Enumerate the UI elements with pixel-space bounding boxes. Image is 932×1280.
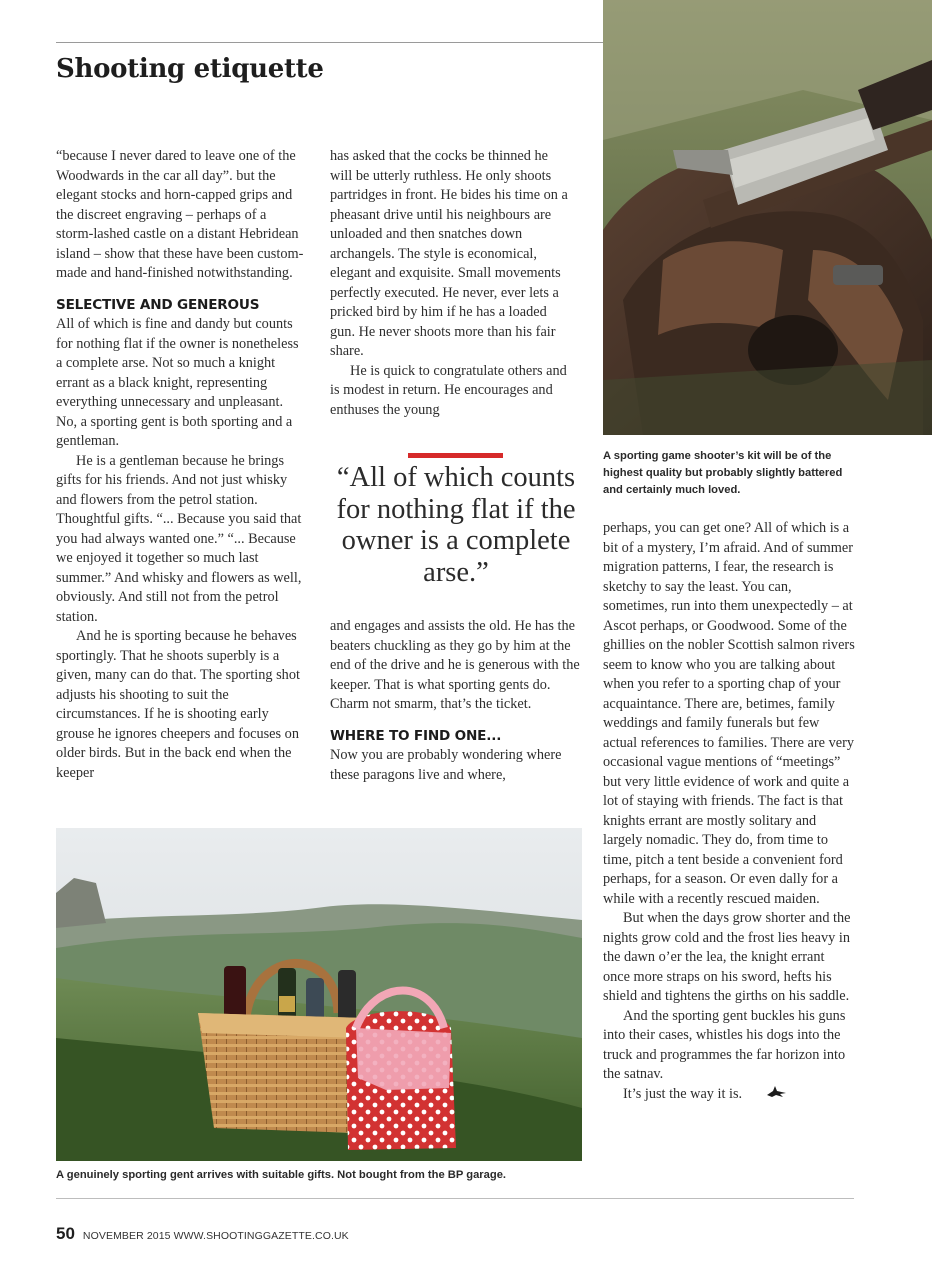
caption-kit: A sporting game shooter’s kit will be of the highest quality but probably slightly battered and certainly much loved. bbox=[603, 450, 843, 496]
caption-gifts: A genuinely sporting gent arrives with suitable gifts. Not bought from the BP garage. bbox=[56, 1169, 507, 1181]
page-footer bbox=[56, 1224, 349, 1244]
col2-paragraph-1: has asked that the cocks be thinned he will be utterly ruthless. He only shoots partridges in front. He bides his time on a pheasant drive until his neighbours are unloaded and then snatches down archangels. The style is economical, elegant and exquisite. Small movements perfectly executed. He never, ever lets a pricked bird by him if he has a loaded gun. He never shoots more than his fair share. bbox=[330, 148, 568, 359]
bird-end-mark-icon bbox=[746, 1085, 788, 1105]
col2-paragraph-3: and engages and assists the old. He has the beaters chuckling as they go by him at the end of the drive and he is generous with the keeper. That is what sporting gents do. Charm not smarm, that’s the ticket. bbox=[330, 618, 580, 712]
col1-intro: “because I never dared to leave one of the Woodwards in the car all day”. but the elegant stocks and horn-capped grips and the discreet engraving – perhaps of a storm-lashed castle on a distant Hebridean island – show that these have been custom-made and hand-finished notwithstanding. bbox=[56, 148, 304, 281]
photo-shooting-kit bbox=[603, 0, 932, 435]
subhead-where: WHERE TO FIND ONE... bbox=[330, 727, 502, 744]
col3-paragraph-4 bbox=[603, 1085, 855, 1105]
bottom-rule bbox=[56, 1198, 854, 1199]
column-3 bbox=[603, 519, 855, 1104]
pullquote: “All of which counts for nothing flat if the owner is a complete arse.” bbox=[336, 462, 576, 588]
col1-paragraph-1: All of which is fine and dandy but counts for nothing flat if the owner is nonetheless a complete arse. Not so much a knight errant as a black knight, representing everything unnecessary and unpleasant. No, a sporting gent is both sporting and a gentleman. bbox=[56, 316, 299, 449]
photo-picnic-gifts bbox=[56, 828, 582, 1161]
article-title: Shooting etiquette bbox=[56, 54, 324, 84]
col3-paragraph-3: And the sporting gent buckles his guns into their cases, whistles his dogs into the truck and programmes the far horizon into the satnav. bbox=[603, 1007, 846, 1082]
col3-paragraph-2: But when the days grow shorter and the nights grow cold and the frost lies heavy in the dawn o’er the lea, the knight errant once more straps on his sword, hefts his shield and tightens the girths on his saddle. bbox=[603, 910, 851, 1004]
footer-info: NOVEMBER 2015 WWW.SHOOTINGGAZETTE.CO.UK bbox=[82, 1230, 349, 1242]
col2-paragraph-4: Now you are probably wondering where these paragons live and where, bbox=[330, 747, 562, 783]
column-2-top bbox=[330, 147, 572, 420]
pullquote-rule bbox=[408, 453, 503, 458]
column-1 bbox=[56, 147, 306, 783]
col1-paragraph-3: And he is sporting because he behaves sportingly. That he shoots superbly is a given, many can do that. The sporting shot adjusts his shooting to suit the circumstances. If he is shooting early grouse he ignores cheepers and focuses on older birds. But in the back end when the keeper bbox=[56, 628, 300, 781]
col2-paragraph-2: He is quick to congratulate others and is modest in return. He encourages and enthuses the young bbox=[330, 362, 567, 418]
column-2-bottom bbox=[330, 617, 580, 785]
page-number: 50 bbox=[56, 1224, 75, 1243]
col3-paragraph-1: perhaps, you can get one? All of which is a bit of a mystery, I’m afraid. And of summer migration patterns, I fear, the research is sketchy to say the least. You can, sometimes, run into them unexpectedly – at Ascot perhaps, or Goodwood. Some of the ghillies on the nobler Scottish salmon rivers seem to know who you are talking about when you refer to a sporting chap of your acquaintance. There are, betimes, family weddings and family funerals but few actual references to families. There are very occasional vague mentions of “meetings” but very little evidence of work and quite a lot of staying with friends. The fact is that knights errant are mostly solitary and largely nomadic. They do, from time to time, pitch a tent beside a convenient ford perhaps, for a season. Or even dally for a while with a recently rescued maiden. bbox=[603, 520, 855, 907]
col1-paragraph-2: He is a gentleman because he brings gifts for his friends. And not just whisky and flowers from the petrol station. Thoughtful gifts. “... Because you said that you had always wanted one.” “... Because we enjoyed it together so much last summer.” And whisky and flowers as well, obviously. And still not from the petrol station. bbox=[56, 452, 302, 625]
col3-closing-text: It’s just the way it is. bbox=[623, 1085, 743, 1102]
top-rule bbox=[56, 42, 604, 43]
subhead-selective: SELECTIVE AND GENEROUS bbox=[56, 296, 260, 313]
